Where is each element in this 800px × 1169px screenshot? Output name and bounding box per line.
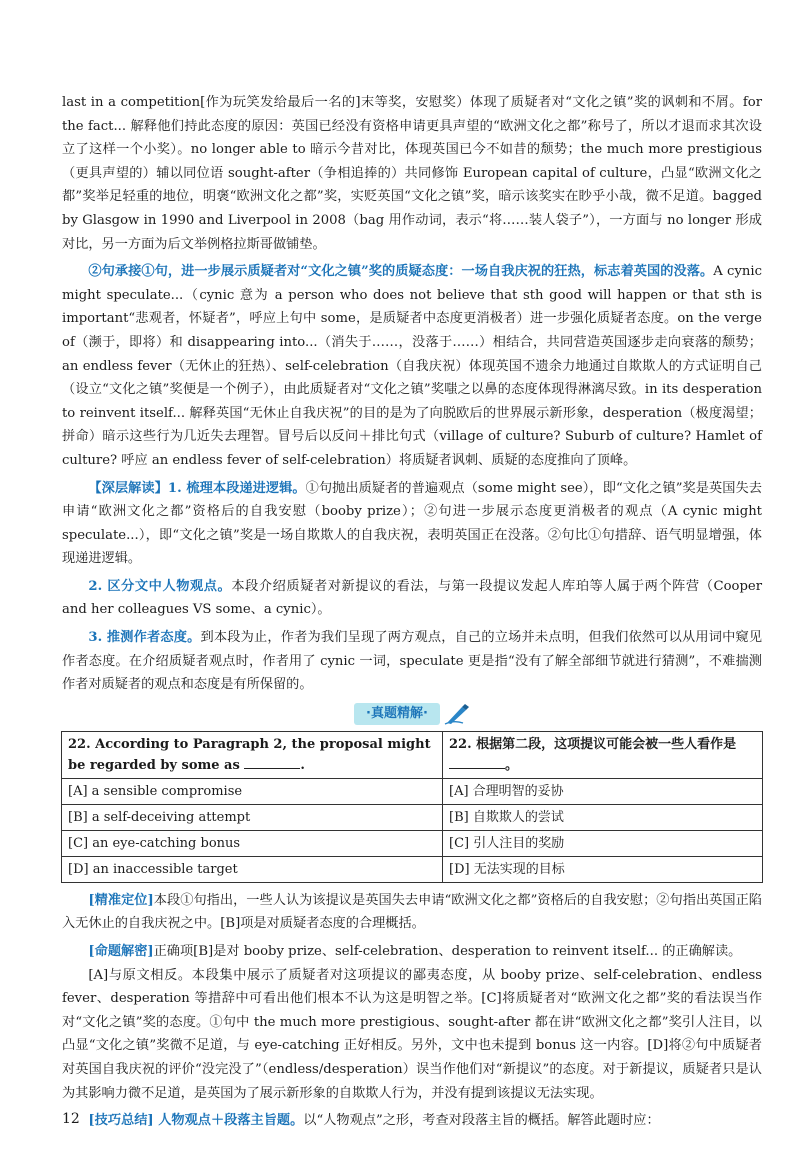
option-row-a: [62, 778, 763, 804]
page-number: 12: [62, 1111, 80, 1127]
pen-icon: [444, 703, 470, 725]
question-table: [61, 731, 763, 883]
option-b-en: [B] a self-deceiving attempt: [62, 804, 443, 830]
option-c-zh: [C] 引人注目的奖励: [443, 830, 763, 856]
option-c-en: [C] an eye-catching bonus: [62, 830, 443, 856]
question-decode-detail: [A]与原文相反。本段集中展示了质疑者对这项提议的鄙夷态度，从 booby prize、self-celebration、endless fever、desperation 等措辞中可看出他们根本不认为这是明智之举。[C]将质疑者对“欧洲文化之都”奖的看法误当作对“文化之镇”奖的态度。①句中 the much more prestigious、sought-after 都在讲“欧洲文化之都”奖引人注目，以凸显“文化之镇”奖微不足道，与 eye-catching 正好相反。另外，文中也未提到 bonus 这一内容。[D]将②句中质疑者对英国自我庆祝的评价“没完没了”（endless/desperation）误当作他们对“新提议”的态度。对于新提议，质疑者只是认为其影响力微不足道，是英国为了展示新形象的自欺欺人行为，并没有提到该提议无法实现。: [62, 967, 762, 1101]
option-row-c: [62, 830, 763, 856]
skill-summary: [技巧总结] 人物观点＋段落主旨题。以“人物观点”之形，考查对段落主旨的概括。解答此题时应：: [88, 1113, 660, 1129]
option-row-d: [62, 856, 763, 882]
question-decode-tag: [命题解密]: [88, 944, 154, 960]
option-a-en: [A] a sensible compromise: [62, 778, 443, 804]
analysis-paragraph-2: [62, 260, 762, 472]
deep-reading-point-2: 2. 区分文中人物观点。本段介绍质疑者对新提议的看法，与第一段提议发起人库珀等人属于两个阵营（Cooper and her colleagues VS some、a cynic）。: [62, 578, 762, 618]
option-row-b: [62, 804, 763, 830]
section-heading: [62, 703, 762, 727]
paragraph-2-body: A cynic might speculate...（cynic 意为 a person who does not believe that sth good will happen or that sth is important“悲观者，怀疑者”，呼应上句中 some，是质疑者中态度更消极者）进一步强化质疑者态度。on the verge of（濒于，即将）和 disappearing into...（消失于……，没落于……）相结合，共同营造英国逐步走向衰落的颓势；an endless fever（无休止的狂热）、self-celebration（自我庆祝）体现英国不遗余力地通过自欺欺人的方式证明自己（设立“文化之镇”奖便是一个例子），由此质疑者对“文化之镇”奖嗤之以鼻的态度体现得淋漓尽致。in its desperation to reinvent itself... 解释英国“无休止自我庆祝”的目的是为了向脱欧后的世界展示新形象，desperation（极度渴望；拼命）暗示这些行为几近失去理智。冒号后以反问＋排比句式（village of culture? Suburb of culture? Hamlet of culture? 呼应 an endless fever of self-celebration）将质疑者讽刺、质疑的态度推向了顶峰。: [62, 264, 762, 468]
deep-reading-tag: 【深层解读】1. 梳理本段递进逻辑。: [88, 480, 306, 496]
point-2-tag: 2. 区分文中人物观点。: [88, 578, 232, 594]
deep-reading-point-1: 【深层解读】1. 梳理本段递进逻辑。①句抛出质疑者的普遍观点（some might see），即“文化之镇”奖是英国失去申请“欧洲文化之都”资格后的自我安慰（booby prize）；②句进一步展示态度更消极者的观点（A cynic might speculate...），即“文化之镇”奖是一场自欺欺人的自我庆祝，表明英国正在没落。②句比①句措辞、语气明显增强，体现递进逻辑。: [62, 480, 762, 567]
precise-location: [精准定位]本段①句指出，一些人认为该提议是英国失去申请“欧洲文化之都”资格后的自我安慰；②句指出英国正陷入无休止的自我庆祝之中。[B]项是对质疑者态度的合理概括。: [62, 892, 762, 932]
section-title: ·真题精解·: [354, 703, 440, 725]
option-d-zh: [D] 无法实现的目标: [443, 856, 763, 882]
precise-location-tag: [精准定位]: [88, 892, 154, 908]
option-a-zh: [A] 合理明智的妥协: [443, 778, 763, 804]
page-body: [62, 91, 762, 1133]
analysis-paragraph-1: last in a competition[作为玩笑发给最后一名的]末等奖，安慰奖）体现了质疑者对“文化之镇”奖的讽刺和不屑。for the fact... 解释他们持此态度的原因：英国已经没有资格申请更具声望的“欧洲文化之都”称号了，所以才退而求其次设立了这样一个小奖）。no longer able to 暗示今昔对比，体现英国已今不如昔的颓势；the much more prestigious（更具声望的）辅以同位语 sought-after（争相追捧的）共同修饰 European capital of culture，凸显“欧洲文化之都”奖举足轻重的地位，明褒“欧洲文化之都”奖，实贬英国“文化之镇”奖，暗示该奖实在眇乎小哉，微不足道。bagged by Glasgow in 1990 and Liverpool in 2008（bag 用作动词，表示“将……装人袋子”），一方面与 no longer 形成对比，另一方面为后文举例格拉斯哥做铺垫。: [62, 95, 762, 252]
deep-reading-point-3: 3. 推测作者态度。到本段为止，作者为我们呈现了两方观点，自己的立场并未点明，但我们依然可以从用词中窥见作者态度。在介绍质疑者观点时，作者用了 cynic 一词，speculate 更是指“没有了解全部细节就进行猜测”，不难揣测作者对质疑者的观点和态度是有所保留的。: [62, 630, 763, 693]
option-b-zh: [B] 自欺欺人的尝试: [443, 804, 763, 830]
chinese-stem: 22. 根据第二段，这项提议可能会被一些人看作是。: [443, 731, 763, 778]
question-decode: [命题解密]正确项[B]是对 booby prize、self-celebration、desperation to reinvent itself... 的正确解读。: [88, 944, 742, 960]
question-stem-row: [62, 731, 763, 778]
paragraph-2-lead: ②句承接①句，进一步展示质疑者对“文化之镇”奖的质疑态度：一场自我庆祝的狂热，标志着英国的没落。: [88, 264, 714, 280]
point-3-tag: 3. 推测作者态度。: [88, 630, 201, 646]
answer-blank: [449, 754, 505, 769]
english-stem: 22. According to Paragraph 2, the proposal might be regarded by some as .: [62, 731, 443, 778]
skill-summary-tag: [技巧总结] 人物观点＋段落主旨题。: [88, 1113, 304, 1129]
answer-blank: [244, 754, 300, 769]
option-d-en: [D] an inaccessible target: [62, 856, 443, 882]
